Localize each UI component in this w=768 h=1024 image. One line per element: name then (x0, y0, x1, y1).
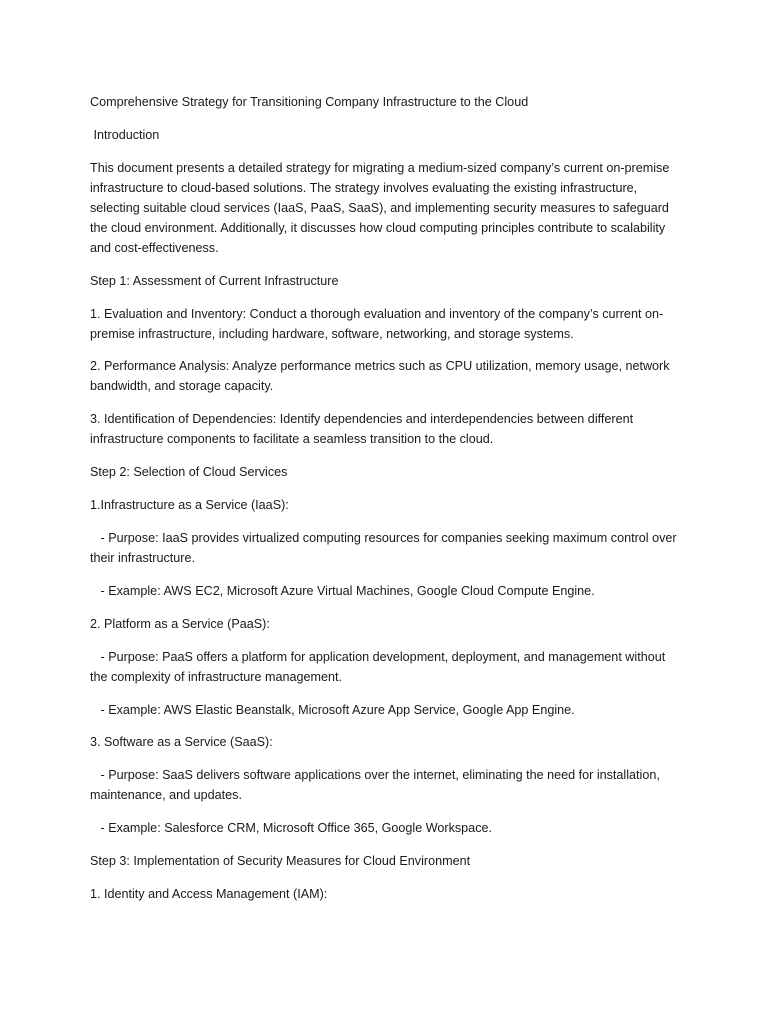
step-1-item-1: 1. Evaluation and Inventory: Conduct a thorough evaluation and inventory of the company’s current on-premise infrastructure, including hardware, software, networking, and storage systems. (90, 306, 664, 341)
step-2-iaas-purpose: - Purpose: IaaS provides virtualized computing resources for companies seeking maximum control over their infrastructure. (90, 531, 681, 566)
section-heading-introduction: Introduction (90, 127, 160, 142)
step-2-paas-purpose: - Purpose: PaaS offers a platform for application development, deployment, and management without the complexity of infrastructure management. (90, 649, 669, 684)
step-1-item-3: 3. Identification of Dependencies: Identify dependencies and interdependencies between different infrastructure components to facilitate a seamless transition to the cloud. (90, 412, 637, 447)
document-body (90, 92, 682, 917)
document-title: Comprehensive Strategy for Transitioning Company Infrastructure to the Cloud (90, 95, 529, 109)
step-1-item-2: 2. Performance Analysis: Analyze performance metrics such as CPU utilization, memory usage, network bandwidth, and storage capacity. (90, 359, 674, 394)
step-3-item-1: 1. Identity and Access Management (IAM): (90, 887, 328, 902)
step-2-paas-heading: 2. Platform as a Service (PaaS): (90, 616, 270, 631)
step-2-saas-heading: 3. Software as a Service (SaaS): (90, 735, 273, 750)
step-2-iaas-example: - Example: AWS EC2, Microsoft Azure Virtual Machines, Google Cloud Compute Engine. (90, 583, 595, 598)
section-heading-step-2: Step 2: Selection of Cloud Services (90, 465, 288, 480)
step-2-paas-example: - Example: AWS Elastic Beanstalk, Microsoft Azure App Service, Google App Engine. (90, 702, 575, 717)
section-heading-step-1: Step 1: Assessment of Current Infrastructure (90, 273, 339, 288)
step-2-saas-example: - Example: Salesforce CRM, Microsoft Office 365, Google Workspace. (90, 821, 492, 836)
step-2-iaas-heading: 1.Infrastructure as a Service (IaaS): (90, 498, 289, 513)
intro-paragraph: This document presents a detailed strategy for migrating a medium-sized company’s current on-premise infrastructure to cloud-based solutions. The strategy involves evaluating the existing infrastructure, selecting suitable cloud services (IaaS, PaaS, SaaS), and implementing security measures to safeguard the cloud environment. Additionally, it discusses how cloud computing principles contribute to scalability and cost-effectiveness. (90, 160, 673, 255)
section-heading-step-3: Step 3: Implementation of Security Measures for Cloud Environment (90, 854, 471, 869)
step-2-saas-purpose: - Purpose: SaaS delivers software applications over the internet, eliminating the need for installation, maintenance, and updates. (90, 768, 664, 803)
